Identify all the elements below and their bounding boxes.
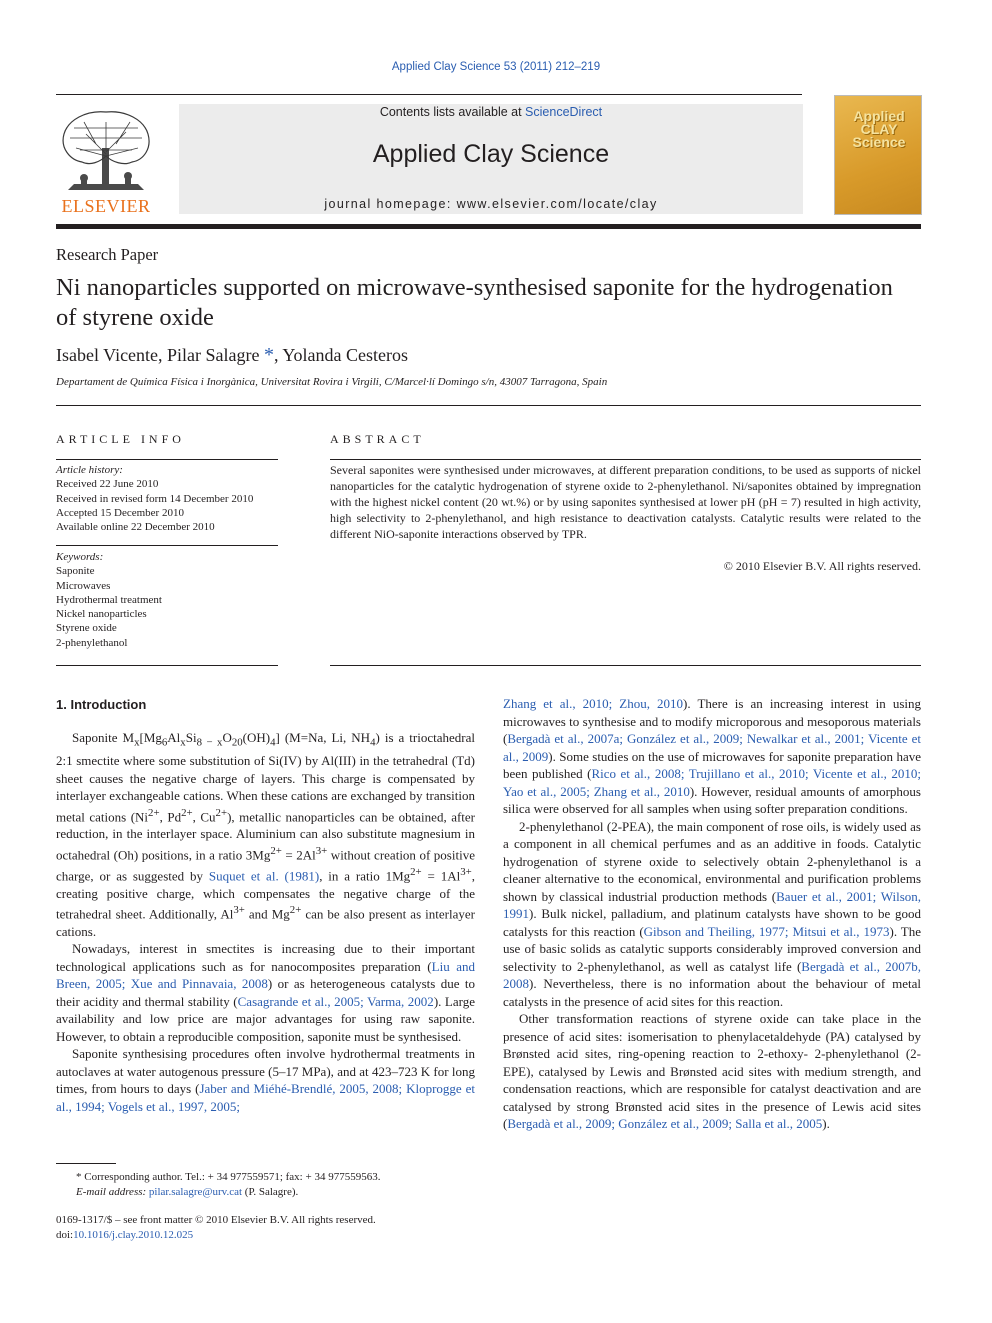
affiliation: Departament de Química Física i Inorgànica, Universitat Rovira i Virgili, C/Marcel·lí Domingo s/n, 43007 Tarragona, Spain <box>56 376 608 388</box>
abstract-heading: ABSTRACT <box>330 432 425 446</box>
paragraph: Zhang et al., 2010; Zhou, 2010). There is an increasing interest in using microwaves to synthesise and to modify microporous and mesoporous materials (Bergadà et al., 2007a; González et al., 2009; Newalkar et al., 2001; Vicente et al., 2009). Some studies on the use of microwaves for saponite preparation have been published (Rico et al., 2008; Trujillano et al., 2010; Vicente et al., 2010; Yao et al., 2005; Zhang et al., 2010). However, residual amounts of amorphous silica were observed for all samples when using softer preparation conditions. <box>503 696 921 816</box>
divider <box>330 459 921 460</box>
keywords-label: Keywords: <box>56 551 104 563</box>
paragraph: Nowadays, interest in smectites is increasing due to their important technological applications such as for nanocomposites preparation (Liu and Breen, 2005; Xue and Pinnavaia, 2008) or as heterogeneous catalysts due to their acidity and thermal stability (Casagrande et al., 2005; Varma, 2002). Large availability and low price are major advantages for using raw saponite. However, to obtain a reproducible composition, saponite must be synthesised. <box>56 941 476 1044</box>
abstract-copyright: © 2010 Elsevier B.V. All rights reserved. <box>723 559 921 573</box>
keyword: Hydrothermal treatment <box>56 593 162 606</box>
journal-homepage[interactable]: journal homepage: www.elsevier.com/locate/clay <box>324 197 658 211</box>
section-heading-introduction: 1. Introduction <box>56 697 147 712</box>
history-item: Accepted 15 December 2010 <box>56 506 184 519</box>
keyword: Microwaves <box>56 579 111 592</box>
citation-link[interactable]: Zhang et al., 2010; Zhou, 2010 <box>503 696 684 711</box>
corresponding-author-note: * Corresponding author. Tel.: + 34 977559571; fax: + 34 977559563. <box>76 1171 381 1183</box>
citation-link[interactable]: Liu and Breen, 2005; Xue and Pinnavaia, 2008 <box>56 958 475 992</box>
keywords <box>56 550 278 650</box>
citation-link[interactable]: Bergadà et al., 2007b, 2008 <box>503 958 921 991</box>
keyword: Saponite <box>56 565 95 578</box>
footnote <box>56 1170 475 1200</box>
doi-link[interactable]: 10.1016/j.clay.2010.12.025 <box>73 1228 194 1241</box>
journal-name: Applied Clay Science <box>372 140 610 168</box>
paragraph: Saponite $M_x[Mg_6Al_xSi_{8 - x}O_{20}(OH)_4]$ (M=Na, Li, $NH_4$) is a trioctahedral 2:1 smectite where some substitution of Si(IV) by Al(III) in the tetrahedral (Td) sheet causes the negative charge of layers. This charge is compensated by interlayer exchangeable cations. When these cations are exchanged by transition metal cations ($Ni^{2+}$, $Pd^{2+}$, $Cu^{2+}$), metallic nanoparticles can be obtained, after reduction, in the interlayer space. Aluminium can also substitute magnesium in octahedral (Oh) positions, in a ratio $3Mg^{2+} = 2Al^{3+}$ without creation of positive charge, or as suggested by Suquet et al. (1981), in a ratio $1Mg^{2+} = 1Al^{3+}$, creating positive charge, which compensates the negative charge of the tetrahedral sheet. Additionally, $Al^{3+}$ and $Mg^{2+}$ can be also present as interlayer cations. <box>56 730 476 939</box>
keyword: 2-phenylethanol <box>56 636 128 649</box>
paragraph: Saponite synthesising procedures often involve hydrothermal treatments in autoclaves at water autogenous pressure (5–17 MPa), and at 423–723 K for long times, from hours to days (Jaber and Miéhé-Brendlé, 2005, 2008; Kloprogge et al., 1994; Vogels et al., 1997, 2005; <box>56 1046 475 1114</box>
history-item: Received in revised form 14 December 2010 <box>56 492 254 505</box>
paragraph: 2-phenylethanol (2-PEA), the main component of rose oils, is widely used as a component in all chemical perfumes and as an additive in foods. Catalytic hydrogenation of styrene oxide to selectively obtain 2-phenylethanol is a cleaner alternative to the economical, environmental and purification problems shown by classical industrial production methods (Bauer et al., 2001; Wilson, 1991). Bulk nickel, palladium, and platinum catalysts have shown to be good catalysts for this reaction (Gibson and Theiling, 1977; Mitsui et al., 1973). The use of basic solids as catalytic supports considerably improved conversion and selectivity to 2-phenylethanol, as well as catalyst life (Bergadà et al., 2007b, 2008). Nevertheless, there is no information about the behaviour of metal catalysts in the presence of acid sites for this reaction. <box>503 818 921 1009</box>
sciencedirect-link[interactable]: ScienceDirect <box>525 105 603 119</box>
citation-link[interactable]: Bergadà et al., 2009; González et al., 2009; Salla et al., 2005 <box>507 1116 823 1131</box>
corresponding-author-star[interactable]: * <box>264 344 275 366</box>
abstract-text: Several saponites were synthesised under microwaves, at different preparation conditions, to be used as supports of nickel nanoparticles for the catalytic hydrogenation of styrene oxide to 2-phenylethanol. Ni/saponites obtained by impregnation with the highest nickel content (20 wt.%) or by using saponites synthesised at lower pH (pH = 7) resulted in high activity, high selectivity to 2-phenylethanol, and high resistance to deactivation catalysts. Catalytic results were related to the different NiO-saponite interactions observed by TPR. <box>330 463 921 541</box>
journal-cover-thumbnail <box>834 95 922 215</box>
doi-line: doi:10.1016/j.clay.2010.12.025 <box>56 1228 194 1241</box>
citation-link[interactable]: Jaber and Miéhé-Brendlé, 2005, 2008; Kloprogge et al., 1994; Vogels et al., 1997, 2005; <box>56 1081 475 1114</box>
header-rule <box>56 94 802 95</box>
keyword: Styrene oxide <box>56 622 117 635</box>
email-link[interactable]: pilar.salagre@urv.cat <box>148 1186 243 1198</box>
paper-title: Ni nanoparticles supported on microwave-synthesised saponite for the hydrogenation of styrene oxide <box>56 274 893 331</box>
citation-link[interactable]: Bergadà et al., 2007a; González et al., 2009; Newalkar et al., 2001; Vicente et al., 2009 <box>503 731 921 764</box>
cover-title: Applied CLAY Science <box>852 108 906 150</box>
history-item: Available online 22 December 2010 <box>56 521 215 534</box>
divider <box>56 405 921 406</box>
divider <box>330 665 921 666</box>
paper-type: Research Paper <box>56 245 159 264</box>
citation-link[interactable]: Gibson and Theiling, 1977; Mitsui et al., 1973 <box>643 923 890 939</box>
keyword: Nickel nanoparticles <box>56 608 147 621</box>
citation-link[interactable]: Casagrande et al., 2005; Varma, 2002 <box>237 993 434 1009</box>
header-thick-rule <box>56 224 921 229</box>
body-column-left <box>56 729 475 1115</box>
journal-citation-link[interactable]: Applied Clay Science 53 (2011) 212–219 <box>391 61 601 73</box>
body-column-right <box>503 695 921 1133</box>
authors: Isabel Vicente, Pilar Salagre *, Yolanda Cesteros <box>56 344 409 366</box>
issn-text: 0169-1317/$ – see front matter © 2010 Elsevier B.V. All rights reserved. <box>56 1214 376 1226</box>
history-label: Article history: <box>56 464 123 476</box>
divider <box>56 459 278 460</box>
paragraph: Other transformation reactions of styrene oxide can take place in the presence of acid sites: isomerisation to phenylacetaldehyde (PA) catalysed by Brønsted acid sites, ring-opening reaction to 2-ethoxy- 2-phenylethanol (2-EPE), catalysed by Lewis and Brønsted acid sites with medium strength, and condensation reactions, which are responsible for catalyst deactivation and are catalysed by strong Brønsted acid sites in the presence of Lewis acid sites (Bergadà et al., 2009; González et al., 2009; Salla et al., 2005). <box>503 1011 921 1131</box>
divider <box>56 665 278 666</box>
citation-link[interactable]: Bauer et al., 2001; Wilson, 1991 <box>503 888 921 921</box>
issn-line <box>56 1213 475 1242</box>
divider <box>56 545 278 546</box>
elsevier-wordmark: ELSEVIER <box>61 196 151 216</box>
article-info-heading: ARTICLE INFO <box>56 432 185 446</box>
footnote-rule <box>56 1163 116 1164</box>
history-item: Received 22 June 2010 <box>56 478 159 491</box>
contents-available-line: Contents lists available at ScienceDirect <box>379 105 603 119</box>
email-note: E-mail address: pilar.salagre@urv.cat (P. Salagre). <box>76 1186 299 1198</box>
article-history <box>56 463 278 534</box>
citation-link[interactable]: Suquet et al. (1981) <box>208 868 320 884</box>
citation-link[interactable]: Rico et al., 2008; Trujillano et al., 2010; Vicente et al., 2010; Yao et al., 2005; Zhang et al., 2010 <box>503 766 921 799</box>
